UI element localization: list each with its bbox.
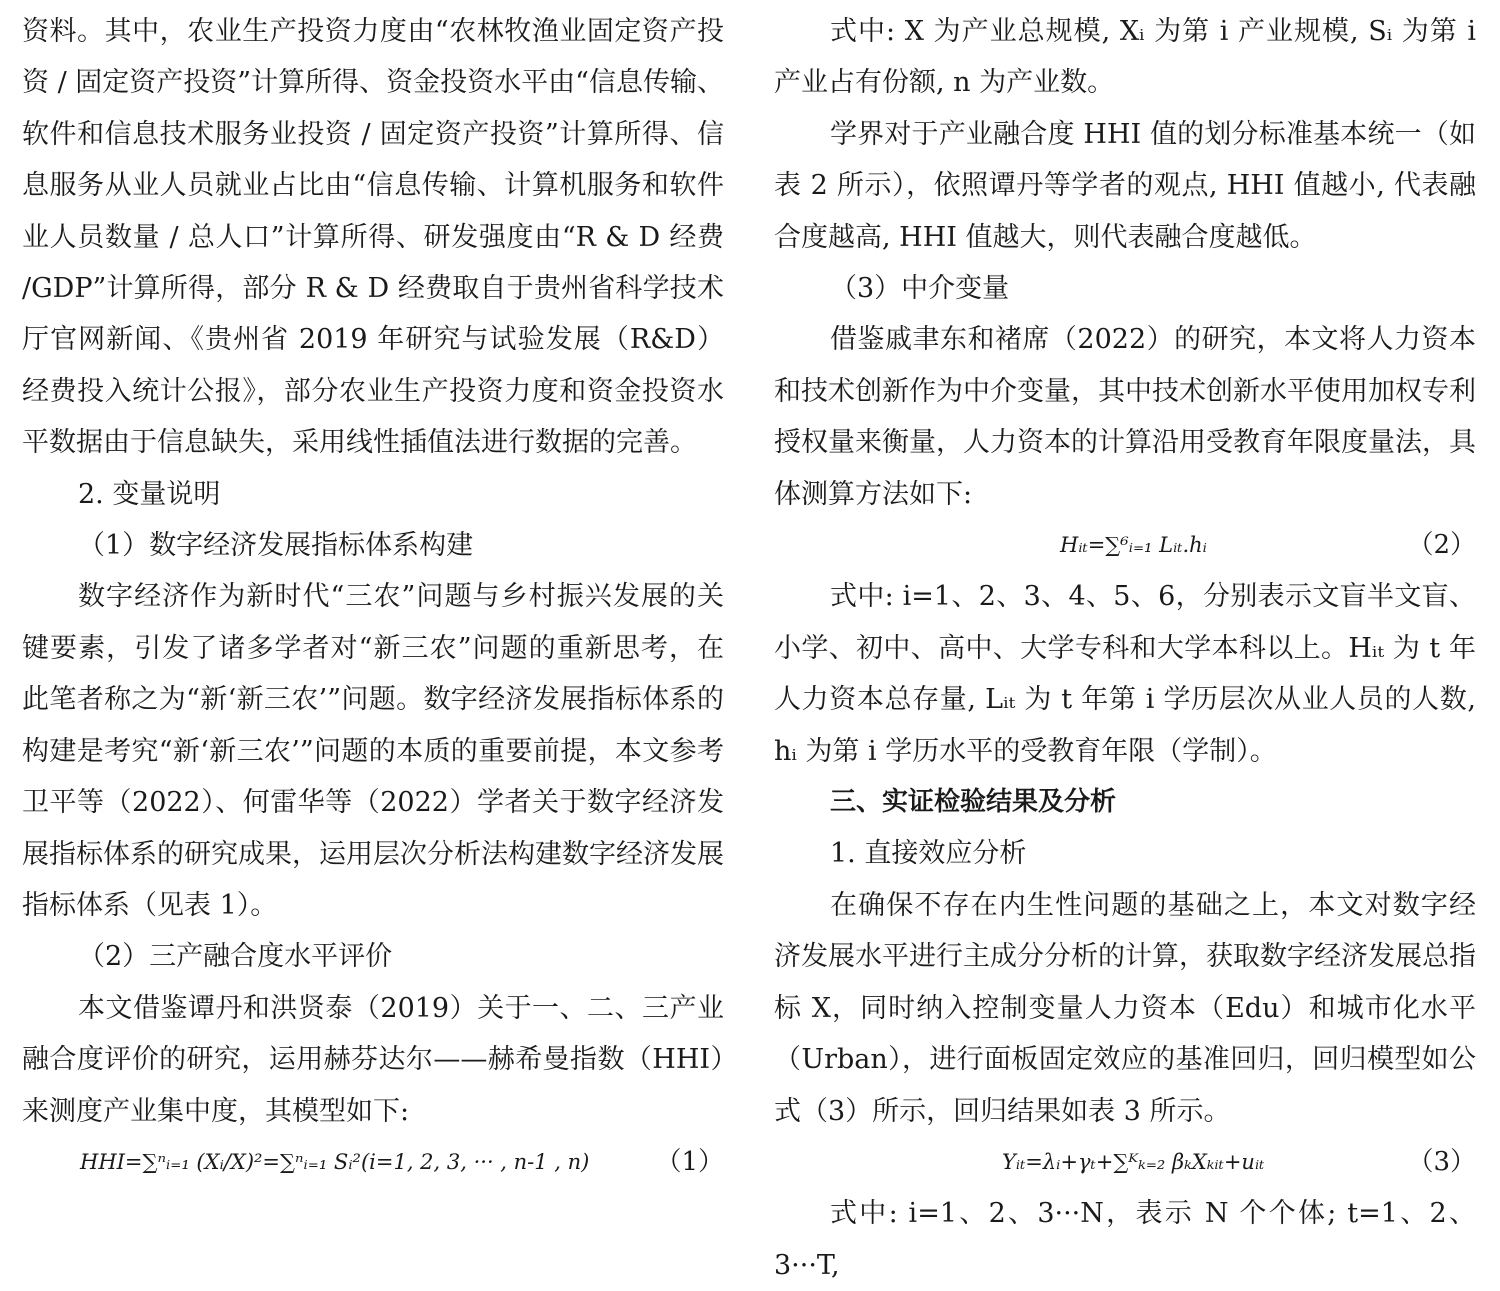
formula-1-expression: HHI=∑ⁿᵢ₌₁ (Xᵢ/X)²=∑ⁿᵢ₌₁ Sᵢ²(i=1, 2, 3, ··· , n-1 , n) [80, 1149, 590, 1174]
paragraph-hhi-standard: 学界对于产业融合度 HHI 值的划分标准基本统一（如表 2 所示），依照谭丹等学者的观点, HHI 值越小, 代表融合度越高, HHI 值越大，则代表融合度越低。 [774, 118, 1476, 253]
formula-3-expression: Yᵢₜ=λᵢ+γₜ+∑ᴷₖ₌₂ βₖXₖᵢₜ+uᵢₜ [1002, 1149, 1265, 1174]
formula-1 [22, 1137, 724, 1188]
left-column [22, 6, 724, 1188]
paragraph-data-sources: 资料。其中，农业生产投资力度由“农林牧渔业固定资产投资 / 固定资产投资”计算所得、资金投资水平由“信息传输、软件和信息技术服务业投资 / 固定资产投资”计算所得、信息服务从业人员就业占比由“信息传输、计算机服务和软件业人员数量 / 总人口”计算所得、研发强度由“R & D 经费 /GDP”计算所得，部分 R & D 经费取自于贵州省科学技术厅官网新闻、《贵州省 2019 年研究与试验发展（R&D）经费投入统计公报》，部分农业生产投资力度和资金投资水平数据由于信息缺失，采用线性插值法进行数据的完善。 [22, 16, 724, 459]
formula-3 [774, 1137, 1476, 1188]
formula-3-number: （3） [1407, 1146, 1476, 1177]
formula-2-expression: Hᵢₜ=∑⁶ᵢ₌₁ Lᵢₜ.hᵢ [1060, 533, 1207, 558]
formula-2 [774, 520, 1476, 571]
subheading-variable-description: 2. 变量说明 [78, 478, 221, 510]
formula-2-number: （2） [1407, 530, 1476, 561]
subheading-direct-effect: 1. 直接效应分析 [830, 838, 1027, 870]
formula-1-number: （1） [655, 1146, 724, 1177]
paragraph-mediator: 借鉴戚聿东和褚席（2022）的研究，本文将人力资本和技术创新作为中介变量，其中技术创新水平使用加权专利授权量来衡量，人力资本的计算沿用受教育年限度量法，具体测算方法如下: [774, 324, 1476, 510]
paragraph-formula-3-definitions: 式中: i=1、2、3···N，表示 N 个个体; t=1、2、3···T, [774, 1198, 1476, 1281]
paragraph-digital-economy: 数字经济作为新时代“三农”问题与乡村振兴发展的关键要素，引发了诸多学者对“新三农”问题的重新思考，在此笔者称之为“新‘新三农’”问题。数字经济发展指标体系的构建是考究“新‘新三农’”问题的本质的重要前提，本文参考卫平等（2022）、何雷华等（2022）学者关于数字经济发展指标体系的研究成果，运用层次分析法构建数字经济发展指标体系（见表 1）。 [22, 581, 724, 921]
section-heading-empirical-results: 三、实证检验结果及分析 [830, 787, 1117, 818]
paragraph-direct-effect: 在确保不存在内生性问题的基础之上，本文对数字经济发展水平进行主成分分析的计算，获取数字经济发展总指标 X，同时纳入控制变量人力资本（Edu）和城市化水平（Urban），进行面板固定效应的基准回归，回归模型如公式（3）所示，回归结果如表 3 所示。 [774, 889, 1476, 1127]
paragraph-formula-1-definitions: 式中: X 为产业总规模, Xᵢ 为第 i 产业规模, Sᵢ 为第 i 产业占有份额, n 为产业数。 [774, 16, 1476, 99]
subheading-digital-economy-index: （1）数字经济发展指标体系构建 [78, 530, 474, 562]
subheading-mediator-variables: （3）中介变量 [830, 273, 1010, 305]
paragraph-hhi-method: 本文借鉴谭丹和洪贤泰（2019）关于一、二、三产业融合度评价的研究，运用赫芬达尔——赫希曼指数（HHI）来测度产业集中度，其模型如下: [22, 992, 724, 1127]
subheading-industry-integration: （2）三产融合度水平评价 [78, 941, 393, 973]
right-column [774, 6, 1476, 1291]
paragraph-formula-2-definitions: 式中: i=1、2、3、4、5、6，分别表示文盲半文盲、小学、初中、高中、大学专科和大学本科以上。Hᵢₜ 为 t 年人力资本总存量, Lᵢₜ 为 t 年第 i 学历层次从业人员的人数, hᵢ 为第 i 学历水平的受教育年限（学制）。 [774, 581, 1476, 767]
